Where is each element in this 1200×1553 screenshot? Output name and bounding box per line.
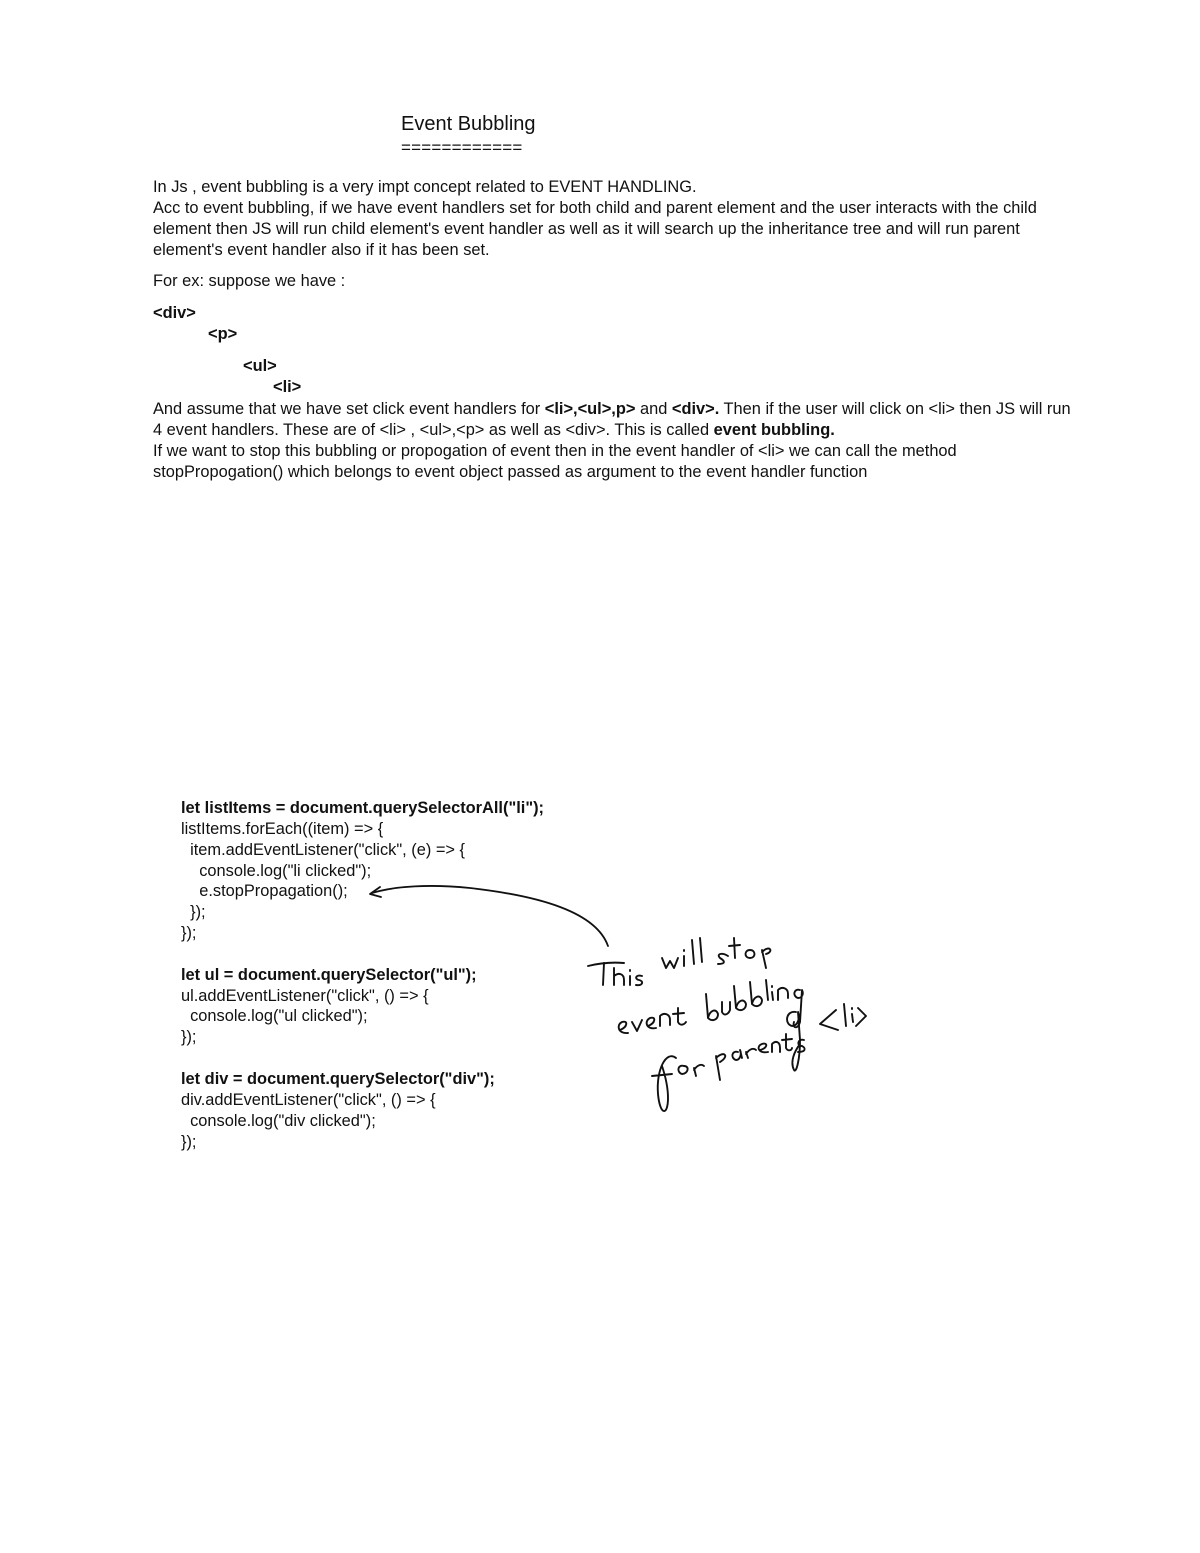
title-underline: ============ bbox=[401, 138, 523, 157]
code-line: }); bbox=[181, 1132, 197, 1151]
tag-p: <p> bbox=[208, 325, 238, 343]
example-intro: For ex: suppose we have : bbox=[153, 272, 346, 290]
code-line: e.stopPropagation(); bbox=[181, 882, 348, 901]
code-line: console.log("div clicked"); bbox=[181, 1111, 376, 1130]
code-line: item.addEventListener("click", (e) => { bbox=[181, 840, 466, 859]
tag-li: <li> bbox=[273, 378, 302, 396]
tag-ul: <ul> bbox=[243, 357, 277, 375]
intro-line-1: In Js , event bubbling is a very impt concept related to EVENT HANDLING. bbox=[153, 178, 697, 196]
code-line: let listItems = document.querySelectorAll("li"); bbox=[181, 799, 545, 817]
handwritten-note-strokes bbox=[588, 938, 866, 1111]
code-line: let ul = document.querySelector("ul"); bbox=[181, 965, 477, 984]
code-line: }); bbox=[181, 924, 197, 943]
code-line: div.addEventListener("click", () => { bbox=[181, 1090, 436, 1109]
code-line: console.log("li clicked"); bbox=[181, 861, 372, 880]
code-line: listItems.forEach((item) => { bbox=[181, 819, 384, 838]
explanation-stop-propagation: If we want to stop this bubbling or propogation of event then in the event handler of <li> we can call the method stopPropogation() which belongs to event object passed as argument to the event handler function bbox=[153, 442, 957, 481]
annotation-arrow bbox=[372, 886, 608, 946]
page-title: Event Bubbling bbox=[401, 113, 536, 135]
intro-line-2: Acc to event bubbling, if we have event handlers set for both child and parent element and the user interacts with the child element then JS will run child element's event handler as well as it will search up the inheritance tree and will run parent element's event handler also if it has been set. bbox=[153, 199, 1037, 259]
tag-div: <div> bbox=[153, 304, 196, 322]
code-line: console.log("ul clicked"); bbox=[181, 1007, 368, 1026]
code-line: ul.addEventListener("click", () => { bbox=[181, 986, 429, 1005]
code-line: }); bbox=[181, 1028, 197, 1047]
code-line: }); bbox=[181, 903, 206, 922]
code-line: let div = document.querySelector("div"); bbox=[181, 1069, 495, 1088]
explanation-main: And assume that we have set click event handlers for <li>,<ul>,p> and <div>. Then if the user will click on <li> then JS will run 4 event handlers. These are of <li> , <ul>,<p> as well as <div>. This is called event bubbling. bbox=[153, 400, 1071, 439]
